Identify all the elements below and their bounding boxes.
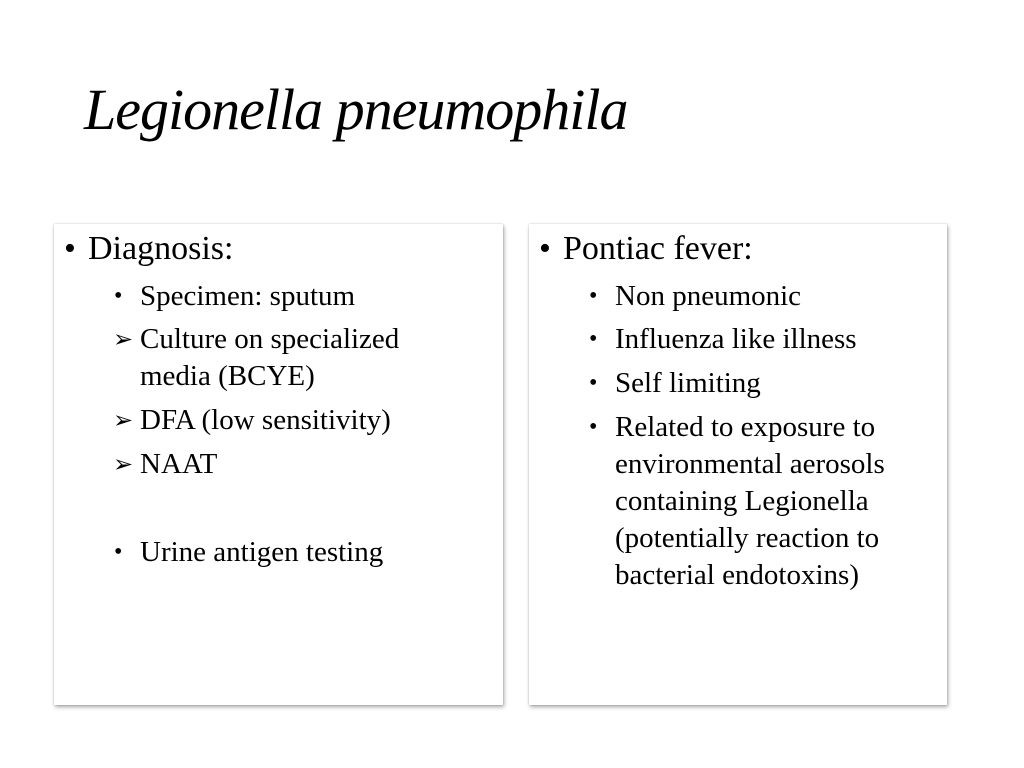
list-item-text: Culture on specialized media (BCYE): [140, 323, 400, 392]
bullet-icon: •: [589, 283, 598, 309]
list-item-text: Specimen: sputum: [140, 280, 356, 312]
diagnosis-panel: [54, 224, 503, 705]
bullet-icon: •: [64, 230, 76, 267]
arrow-bullet-icon: ➢: [113, 406, 134, 434]
diagnosis-heading: Diagnosis:: [88, 230, 234, 267]
bullet-icon: •: [539, 230, 551, 267]
list-item: [113, 402, 480, 439]
list-item-text: DFA (low sensitivity): [140, 404, 391, 436]
list-item-text: Related to exposure to environmental aerosols containing Legionella (potentially reaction to bacterial endotoxins): [615, 411, 885, 591]
list-item: [113, 321, 470, 395]
bullet-icon: •: [114, 283, 123, 309]
list-item: [589, 321, 935, 358]
list-item-text: NAAT: [140, 448, 218, 480]
list-item: [589, 365, 935, 402]
bullet-icon: •: [589, 370, 598, 396]
list-item-text: Influenza like illness: [615, 323, 857, 355]
pontiac-fever-panel: [529, 224, 947, 705]
bullet-icon: •: [589, 326, 598, 352]
list-item-text: Non pneumonic: [615, 280, 802, 312]
list-item: [114, 534, 480, 571]
arrow-bullet-icon: ➢: [113, 450, 134, 478]
slide-title: Legionella pneumophila: [84, 77, 628, 142]
list-item-text: Urine antigen testing: [140, 536, 384, 568]
bullet-icon: •: [589, 414, 598, 440]
pontiac-heading: Pontiac fever:: [563, 230, 753, 267]
list-item: [589, 278, 935, 315]
diagnosis-heading-row: [64, 232, 233, 266]
list-item: [589, 409, 933, 594]
arrow-bullet-icon: ➢: [113, 325, 134, 353]
bullet-icon: •: [114, 539, 123, 565]
list-item: [114, 278, 480, 315]
pontiac-heading-row: [539, 232, 753, 266]
list-item: [113, 446, 480, 483]
list-item-text: Self limiting: [615, 367, 761, 399]
